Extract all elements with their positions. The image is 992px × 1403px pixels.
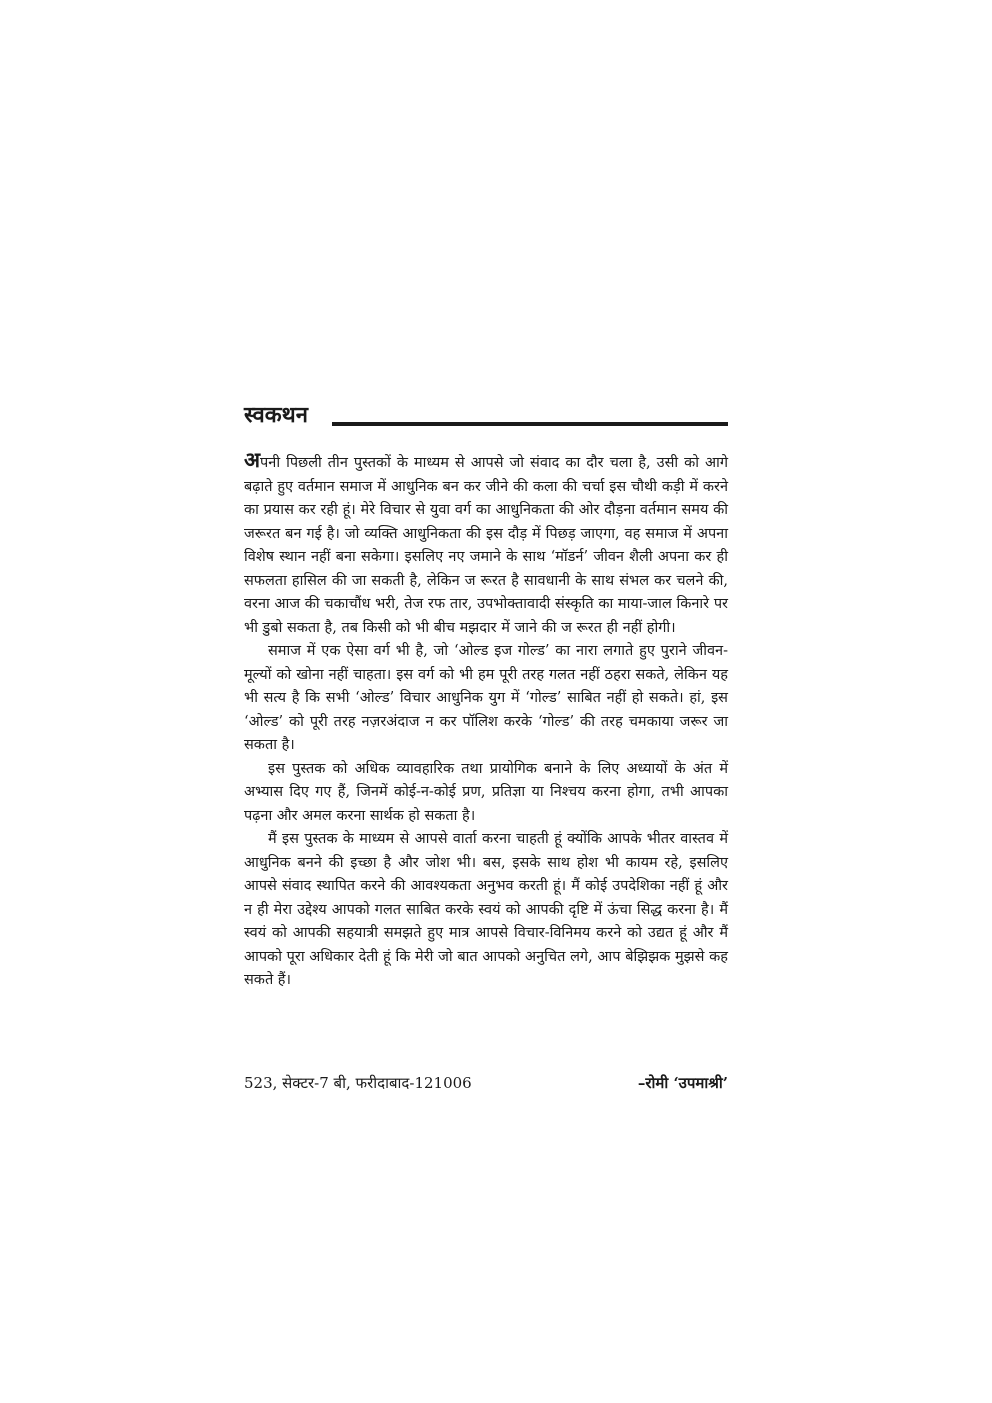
section-header — [244, 400, 728, 430]
paragraph-1 — [244, 448, 728, 640]
preface-body — [244, 448, 728, 993]
paragraph-1-text: पनी पिछली तीन पुस्तकों के माध्यम से आपसे जो संवाद का दौर चला है, उसी को आगे बढ़ाते हुए वर्तमान समाज में आधुनिक बन कर जीने की कला की चर्चा इस चौथी कड़ी में करने का प्रयास कर रही हूं। मेरे विचार से युवा वर्ग का आधुनिकता की ओर दौड़ना वर्तमान समय की जरूरत बन गई है। जो व्यक्ति आधुनिकता की इस दौड़ में पिछड़ जाएगा, वह समाज में अपना विशेष स्थान नहीं बना सकेगा। इसलिए नए जमाने के साथ ‘मॉडर्न’ जीवन शैली अपना कर ही सफलता हासिल की जा सकती है, लेकिन ज रूरत है सावधानी के साथ संभल कर चलने की, वरना आज की चकाचौंध भरी, तेज रफ तार, उपभोक्तावादी संस्कृति का माया-जाल किनारे पर भी डुबो सकता है, तब किसी को भी बीच मझदार में जाने की ज रूरत ही नहीं होगी। — [244, 455, 728, 636]
paragraph-2: समाज में एक ऐसा वर्ग भी है, जो ‘ओल्ड इज गोल्ड’ का नारा लगाते हुए पुराने जीवन-मूल्यों को खोना नहीं चाहता। इस वर्ग को भी हम पूरी तरह गलत नहीं ठहरा सकते, लेकिन यह भी सत्य है कि सभी ‘ओल्ड’ विचार आधुनिक युग में ‘गोल्ड’ साबित नहीं हो सकते। हां, इस ‘ओल्ड’ को पूरी तरह नज़रअंदाज न कर पॉलिश करके ‘गोल्ड’ की तरह चमकाया जरूर जा सकता है। — [244, 643, 728, 753]
paragraph-3: इस पुस्तक को अधिक व्यावहारिक तथा प्रायोगिक बनाने के लिए अध्यायों के अंत में अभ्यास दिए गए हैं, जिनमें कोई-न-कोई प्रण, प्रतिज्ञा या निश्चय करना होगा, तभी आपका पढ़ना और अमल करना सार्थक हो सकता है। — [244, 760, 728, 824]
preface-footer — [244, 1070, 728, 1096]
author-address: 523, सेक्टर-7 बी, फरीदाबाद-121006 — [244, 1074, 472, 1092]
paragraph-4: मैं इस पुस्तक के माध्यम से आपसे वार्ता करना चाहती हूं क्योंकि आपके भीतर वास्तव में आधुनिक बनने की इच्छा है और जोश भी। बस, इसके साथ होश भी कायम रहे, इसलिए आपसे संवाद स्थापित करने की आवश्यकता अनुभव करती हूं। मैं कोई उपदेशिका नहीं हूं और न ही मेरा उद्देश्य आपको गलत साबित करके स्वयं को आपकी दृष्टि में ऊंचा सिद्ध करना है। मैं स्वयं को आपकी सहयात्री समझते हुए मात्र आपसे विचार-विनिमय करने को उद्यत हूं और मैं आपको पूरा अधिकार देती हूं कि मेरी जो बात आपको अनुचित लगे, आप बेझिझक मुझसे कह सकते हैं। — [244, 831, 728, 988]
drop-cap: अ — [244, 447, 261, 472]
heading-rule — [332, 422, 728, 426]
author-signature: –रोमी ‘उपमाश्री’ — [637, 1074, 728, 1092]
page-title: स्वकथन — [244, 402, 308, 428]
